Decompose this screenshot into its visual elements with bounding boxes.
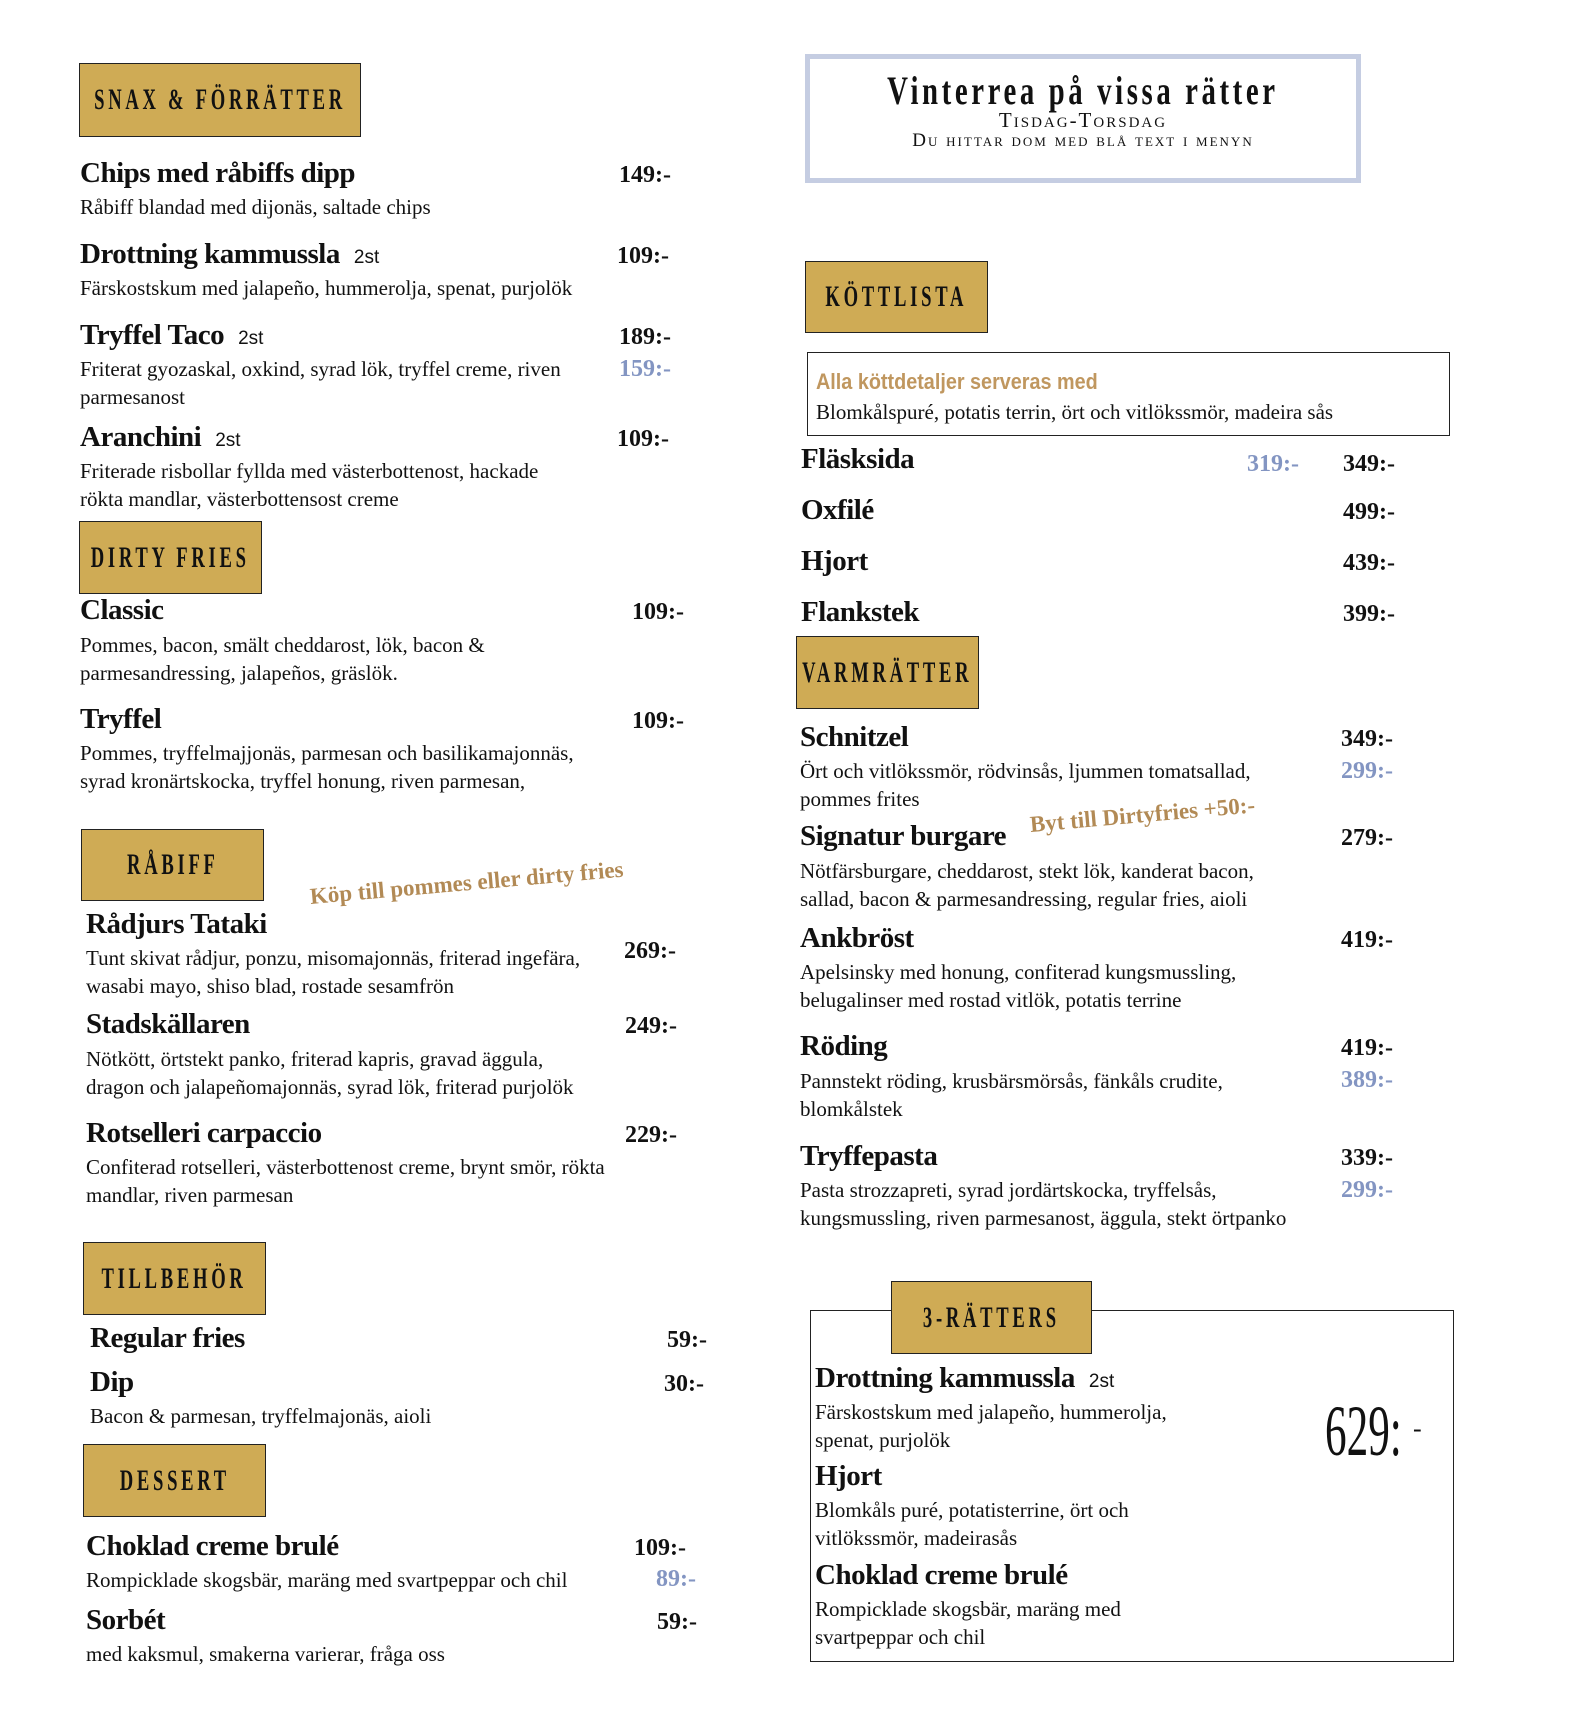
item-sale-price: 299:- bbox=[1341, 1177, 1393, 1203]
item-price: 59:- bbox=[657, 1609, 697, 1635]
meat-price: 399:- bbox=[1343, 601, 1395, 627]
three-course-price-value: 629: bbox=[1325, 1391, 1402, 1471]
item-price: 419:- bbox=[1341, 1035, 1393, 1061]
item-desc: Färskostskum med jalapeño, hummerolja, spenat, purjolök bbox=[80, 276, 573, 300]
section-header-dessert: DESSERT bbox=[83, 1444, 266, 1517]
item-name: Signatur burgare bbox=[800, 820, 1007, 852]
item-name: Dip bbox=[90, 1366, 134, 1398]
item-price: 349:- bbox=[1341, 726, 1393, 752]
winter-sale-box bbox=[805, 54, 1361, 183]
item-name bbox=[80, 421, 241, 454]
item-name: Röding bbox=[800, 1030, 888, 1062]
item-desc: Bacon & parmesan, tryffelmajonäs, aioli bbox=[90, 1404, 432, 1428]
item-desc: Pommes, tryffelmajjonäs, parmesan och basilikamajonnäs, bbox=[80, 741, 574, 765]
course-desc: Färskostskum med jalapeño, hummerolja, bbox=[815, 1400, 1167, 1424]
three-course-price-suffix: - bbox=[1413, 1414, 1422, 1443]
item-desc: Nötfärsburgare, cheddarost, stekt lök, kanderat bacon, bbox=[800, 859, 1254, 883]
item-name: Ankbröst bbox=[800, 922, 914, 954]
winter-sale-days: Tisdag-Torsdag bbox=[998, 108, 1168, 132]
section-header-rabiff: RÅBIFF bbox=[81, 829, 264, 901]
item-desc: Råbiff blandad med dijonäs, saltade chips bbox=[80, 195, 431, 219]
item-desc: Ört och vitlökssmör, rödvinsås, ljummen tomatsallad, bbox=[800, 759, 1251, 783]
item-price: 189:- bbox=[619, 324, 671, 350]
kott-box-text: Blomkålspuré, potatis terrin, ört och vitlökssmör, madeira sås bbox=[816, 400, 1334, 424]
item-desc: Friterade risbollar fyllda med västerbottenost, hackade bbox=[80, 459, 539, 483]
meat-name: Hjort bbox=[801, 545, 868, 577]
item-price: 149:- bbox=[619, 162, 671, 188]
meat-name: Oxfilé bbox=[801, 494, 874, 526]
section-header-kottlista: KÖTTLISTA bbox=[805, 261, 988, 333]
item-desc: Pommes, bacon, smält cheddarost, lök, bacon & bbox=[80, 633, 485, 657]
item-name bbox=[80, 238, 379, 271]
item-sale-price: 159:- bbox=[619, 356, 671, 382]
item-desc: rökta mandlar, västerbottensost creme bbox=[80, 487, 399, 511]
section-header-varmratter: VARMRÄTTER bbox=[796, 636, 979, 709]
item-price: 109:- bbox=[634, 1535, 686, 1561]
item-name: Tryffepasta bbox=[800, 1140, 938, 1172]
item-price: 59:- bbox=[667, 1327, 707, 1353]
course-name bbox=[815, 1362, 1114, 1395]
item-desc: syrad kronärtskocka, tryffel honung, riven parmesan, bbox=[80, 769, 526, 793]
item-desc: Pannstekt röding, krusbärsmörsås, fänkåls crudite, bbox=[800, 1069, 1223, 1093]
item-sale-price: 299:- bbox=[1341, 758, 1393, 784]
winter-sale-info: Du hittar dom med blå text i menyn bbox=[912, 130, 1254, 151]
item-price: 109:- bbox=[617, 426, 669, 452]
item-name: Classic bbox=[80, 594, 164, 626]
item-price: 249:- bbox=[625, 1013, 677, 1039]
item-name: Rotselleri carpaccio bbox=[86, 1117, 322, 1149]
item-desc: parmesandressing, jalapeños, gräslök. bbox=[80, 661, 398, 685]
item-desc: kungsmussling, riven parmesanost, äggula, stekt örtpanko bbox=[800, 1206, 1287, 1230]
item-name: Chips med råbiffs dipp bbox=[80, 157, 356, 189]
item-desc: pommes frites bbox=[800, 787, 920, 811]
section-header-dirty-fries: DIRTY FRIES bbox=[79, 521, 262, 594]
meat-price: 439:- bbox=[1343, 550, 1395, 576]
item-price: 30:- bbox=[664, 1371, 704, 1397]
meat-sale-price: 319:- bbox=[1247, 451, 1299, 477]
item-name: Tryffel bbox=[80, 703, 162, 735]
course-desc: svartpeppar och chil bbox=[815, 1625, 986, 1649]
meat-price: 499:- bbox=[1343, 499, 1395, 525]
kott-box-title: Alla köttdetaljer serveras med bbox=[816, 369, 1098, 394]
course-desc: Rompicklade skogsbär, maräng med bbox=[815, 1597, 1121, 1621]
item-name-text: Tryffel Taco bbox=[80, 319, 225, 351]
item-price: 339:- bbox=[1341, 1145, 1393, 1171]
item-name: Choklad creme brulé bbox=[86, 1530, 339, 1562]
section-header-tillbehor: TILLBEHÖR bbox=[83, 1242, 266, 1315]
item-desc: wasabi mayo, shiso blad, rostade sesamfrön bbox=[86, 974, 455, 998]
item-name: Regular fries bbox=[90, 1322, 245, 1354]
meat-name: Fläsksida bbox=[801, 443, 915, 475]
item-name: Schnitzel bbox=[800, 721, 909, 753]
course-name: Hjort bbox=[815, 1460, 882, 1492]
burger-note: Byt till Dirtyfries +50:- bbox=[1028, 792, 1256, 837]
winter-sale-title: Vinterrea på vissa rätter bbox=[887, 68, 1279, 113]
item-desc: mandlar, riven parmesan bbox=[86, 1183, 294, 1207]
item-desc: Pasta strozzapreti, syrad jordärtskocka, tryffelsås, bbox=[800, 1178, 1217, 1202]
item-price: 419:- bbox=[1341, 927, 1393, 953]
item-desc: belugalinser med rostad vitlök, potatis terrine bbox=[800, 988, 1182, 1012]
item-sale-price: 389:- bbox=[1341, 1067, 1393, 1093]
item-name: Rådjurs Tataki bbox=[86, 908, 267, 940]
item-qty: 2st bbox=[353, 247, 380, 268]
item-price: 269:- bbox=[624, 938, 676, 964]
item-name-text: Drottning kammussla bbox=[80, 238, 340, 270]
rabiff-note: Köp till pommes eller dirty fries bbox=[308, 856, 625, 909]
item-desc: dragon och jalapeñomajonnäs, syrad lök, friterad purjolök bbox=[86, 1075, 574, 1099]
item-name-text: Aranchini bbox=[80, 421, 202, 453]
item-qty: 2st bbox=[238, 328, 264, 349]
course-name: Choklad creme brulé bbox=[815, 1559, 1068, 1591]
section-header-3-ratters: 3-RÄTTERS bbox=[891, 1281, 1092, 1354]
item-price: 279:- bbox=[1341, 825, 1393, 851]
course-desc: spenat, purjolök bbox=[815, 1428, 951, 1452]
course-qty: 2st bbox=[1088, 1371, 1115, 1392]
item-price: 109:- bbox=[617, 243, 669, 269]
item-price: 109:- bbox=[632, 708, 684, 734]
item-price: 229:- bbox=[625, 1122, 677, 1148]
item-desc: Tunt skivat rådjur, ponzu, misomajonnäs, friterad ingefära, bbox=[86, 946, 581, 970]
item-desc: med kaksmul, smakerna varierar, fråga oss bbox=[86, 1642, 445, 1666]
item-desc: Rompicklade skogsbär, maräng med svartpeppar och chil bbox=[86, 1568, 568, 1592]
item-desc: Confiterad rotselleri, västerbottenost creme, brynt smör, rökta bbox=[86, 1155, 605, 1179]
item-name bbox=[80, 319, 263, 352]
meat-price: 349:- bbox=[1343, 451, 1395, 477]
item-price: 109:- bbox=[632, 599, 684, 625]
item-name: Sorbét bbox=[86, 1604, 166, 1636]
item-desc: parmesanost bbox=[80, 385, 185, 409]
course-desc: Blomkåls puré, potatisterrine, ört och bbox=[815, 1498, 1129, 1522]
item-qty: 2st bbox=[215, 430, 241, 451]
item-desc: Apelsinsky med honung, confiterad kungsmussling, bbox=[800, 960, 1237, 984]
course-name-text: Drottning kammussla bbox=[815, 1362, 1075, 1394]
item-desc: Friterat gyozaskal, oxkind, syrad lök, tryffel creme, riven bbox=[80, 357, 561, 381]
section-header-snax: SNAX & FÖRRÄTTER bbox=[79, 63, 361, 137]
item-sale-price: 89:- bbox=[656, 1566, 696, 1592]
course-desc: vitlökssmör, madeirasås bbox=[815, 1526, 1018, 1550]
item-name: Stadskällaren bbox=[86, 1008, 250, 1040]
item-desc: blomkålstek bbox=[800, 1097, 903, 1121]
meat-name: Flankstek bbox=[801, 596, 919, 628]
three-course-price bbox=[1325, 1390, 1422, 1473]
item-desc: Nötkött, örtstekt panko, friterad kapris, gravad äggula, bbox=[86, 1047, 544, 1071]
item-desc: sallad, bacon & parmesandressing, regular fries, aioli bbox=[800, 887, 1248, 911]
